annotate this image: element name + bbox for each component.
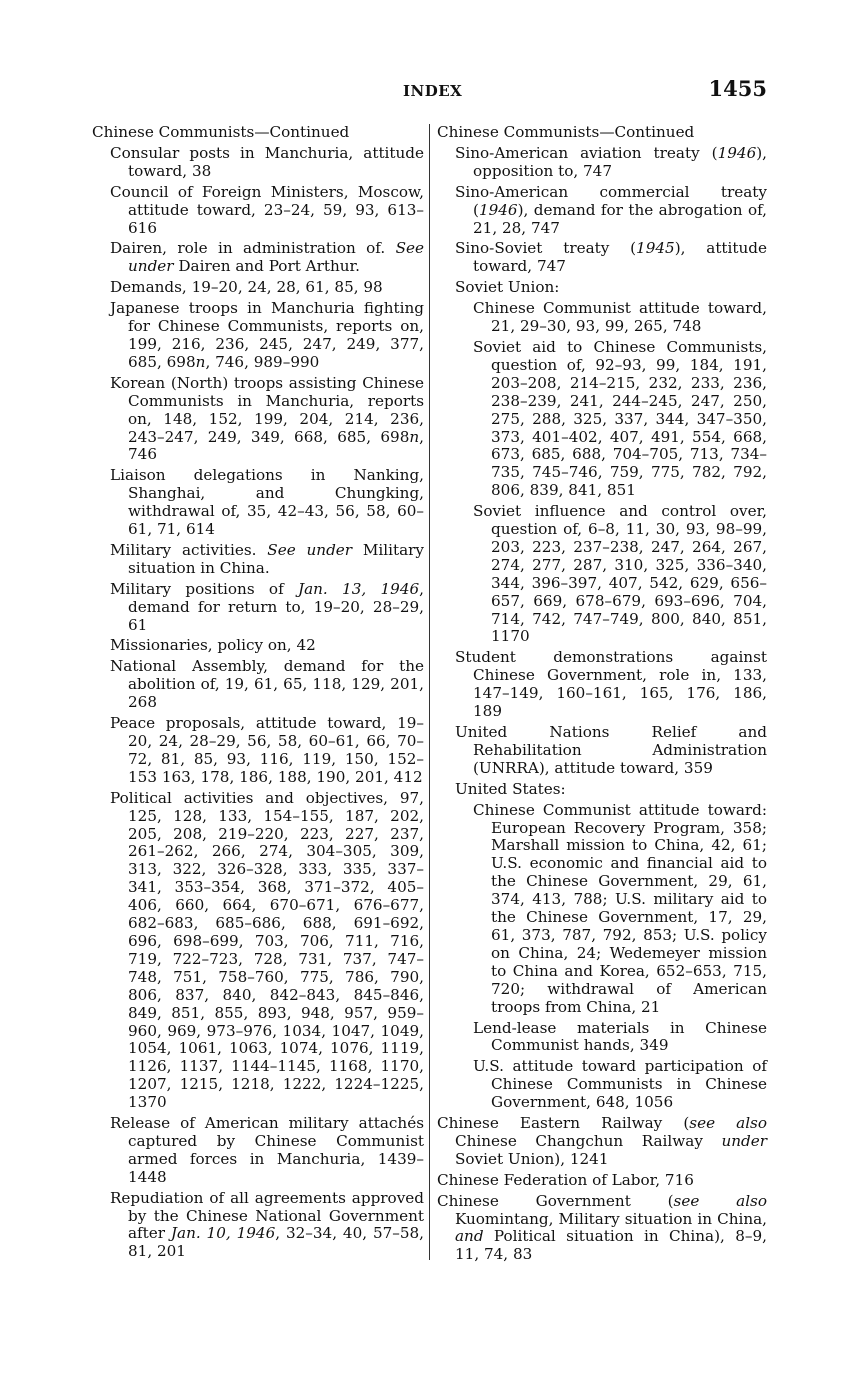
index-text: Soviet aid to Chinese Communists, question of, 92–93, 99, 184, 191, 203–208, 214–215, 232, 233, 236, 238–239, 241, 244–245, 247, 250, 275, 288, 325, 337, 344, 347–350, 373, 401–402, 407, 491, 554, 668, 673, 685, 688, 704–705, 713, 734–735, 745–746, 759, 775, 782, 792, 806, 839, 841, 851 — [473, 337, 767, 500]
index-text: , 746 — [128, 427, 424, 464]
index-text: Lend-lease materials in Chinese Communist hands, 349 — [473, 1018, 767, 1055]
index-subentry — [110, 467, 424, 539]
index-text: Chinese Communist attitude toward: European Recovery Program, 358; Marshall mission to China, 42, 61; U.S. economic and financial aid to the Chinese Government, 29, 61, 374, 413, 788; U.S. military aid to the Chinese Government, 17, 29, 61, 373, 787, 792, 853; U.S. policy on China, 24; Wedemeyer mission to China and Korea, 652–653, 715, 720; withdrawal of American troops from China, 21 — [473, 800, 767, 1016]
index-text: see also — [673, 1191, 767, 1210]
index-text: Jan. 13, 1946 — [298, 579, 420, 598]
index-text: Jan. 10, 1946 — [170, 1224, 276, 1243]
index-text: ), opposition to, 747 — [473, 143, 767, 180]
index-text: Kuomintang, Military situation in China, — [455, 1209, 767, 1228]
index-subentry — [110, 1190, 424, 1262]
index-subentry — [455, 184, 767, 238]
index-subentry — [455, 649, 767, 721]
index-heading — [437, 1193, 767, 1265]
index-text: Political activities and objectives, 97, 125, 128, 133, 154–155, 187, 202, 205, 208, 219–220, 223, 227, 237, 261–262, 266, 274, 304–305, 309, 313, 322, 326–328, 333, 335, 337–341, 353–354, 368, 371–372, 405–406, 660, 664, 670–671, 676–677, 682–683, 685–686, 688, 691–692, 696, 698–699, 703, 706, 711, 716, 719, 722–723, 728, 731, 737, 747–748, 751, 758–760, 775, 786, 790, 806, 837, 840, 842–843, 845–846, 849, 851, 855, 893, 948, 957, 959–960, 969, 973–976, 1034, 1047, 1049, 1054, 1061, 1063, 1074, 1076, 1119, 1126, 1137, 1144–1145, 1168, 1170, 1207, 1215, 1218, 1222, 1224–1225, 1370 — [110, 788, 424, 1112]
index-subentry — [110, 145, 424, 181]
index-subentry — [110, 542, 424, 578]
index-text: Demands, 19–20, 24, 28, 61, 85, 98 — [110, 278, 383, 297]
index-subentry — [110, 790, 424, 1112]
index-text: , 746, 989–990 — [205, 352, 320, 371]
page-number: 1455 — [708, 76, 767, 101]
index-subentry — [110, 1115, 424, 1187]
index-text: Political situation in China), 8–9, 11, 74, 83 — [455, 1227, 767, 1264]
index-heading — [437, 124, 767, 142]
index-subentry — [473, 339, 767, 500]
index-text: See under — [267, 540, 353, 559]
index-text: Dairen, role in administration of. — [110, 239, 396, 258]
index-text: Council of Foreign Ministers, Moscow, attitude toward, 23–24, 59, 93, 613–616 — [110, 182, 424, 237]
page-header — [0, 76, 850, 108]
column-divider — [429, 124, 430, 1260]
index-subentry — [473, 1020, 767, 1056]
index-text: and — [455, 1227, 484, 1246]
index-text: Soviet Union), 1241 — [455, 1149, 609, 1168]
index-text: Release of American military attachés captured by Chinese Communist armed forces in Manchuria, 1439–1448 — [110, 1114, 424, 1186]
index-subentry — [455, 781, 767, 799]
index-column-right — [437, 124, 767, 1267]
index-text: ), attitude toward, 747 — [473, 239, 767, 276]
index-text: Chinese Communists—Continued — [437, 123, 695, 141]
index-text: U.S. attitude toward participation of Chinese Communists in Chinese Government, 648, 1056 — [473, 1057, 767, 1112]
index-column-left — [92, 124, 424, 1264]
index-text: Missionaries, policy on, 42 — [110, 636, 316, 655]
index-subentry — [455, 240, 767, 276]
index-text: Chinese Changchun Railway — [455, 1131, 722, 1150]
index-text: Liaison delegations in Nanking, Shanghai, and Chungking, withdrawal of, 35, 42–43, 56, 58, 60–61, 71, 614 — [110, 466, 424, 539]
index-subentry — [473, 1058, 767, 1112]
index-subentry — [455, 145, 767, 181]
index-text: Sino-Soviet treaty ( — [455, 239, 637, 258]
index-text: , demand for return to, 19–20, 28–29, 61 — [128, 579, 424, 634]
index-text: 1945 — [636, 239, 675, 258]
index-text: Chinese Eastern Railway ( — [437, 1114, 690, 1133]
index-text: 1946 — [717, 143, 757, 162]
index-heading — [92, 124, 424, 142]
index-text: Soviet Union: — [455, 278, 560, 297]
index-subentry — [110, 300, 424, 372]
index-subentry — [455, 279, 767, 297]
index-text: Military positions of — [110, 579, 298, 598]
index-text: Military activities. — [110, 540, 268, 559]
index-subentry — [473, 503, 767, 646]
index-text: see also — [689, 1114, 767, 1133]
index-text: Korean (North) troops assisting Chinese Communists in Manchuria, reports on, 148, 152, 199, 204, 214, 236, 243–247, 249, 349, 668, 685, 698 — [110, 373, 424, 446]
index-subentry — [110, 658, 424, 712]
index-text: United Nations Relief and Rehabilitation Administration (UNRRA), attitude toward, 359 — [455, 723, 767, 777]
index-subentry — [110, 184, 424, 238]
index-text: Peace proposals, attitude toward, 19–20, 24, 28–29, 56, 58, 60–61, 66, 70–72, 81, 85, 93, 116, 119, 150, 152–153 163, 178, 186, 188, 190, 201, 412 — [110, 714, 424, 786]
index-text: See under — [128, 239, 424, 276]
index-text: Sino-American aviation treaty ( — [455, 143, 718, 162]
index-heading — [437, 1115, 767, 1169]
index-text: , 32–34, 40, 57–58, 81, 201 — [128, 1224, 425, 1261]
index-heading — [437, 1172, 767, 1190]
index-subentry — [110, 581, 424, 635]
index-text: Chinese Government ( — [437, 1191, 674, 1210]
index-text: Consular posts in Manchuria, attitude toward, 38 — [110, 143, 424, 180]
index-text: n — [195, 352, 206, 371]
index-text: United States: — [455, 779, 566, 798]
index-text: National Assembly, demand for the abolition of, 19, 61, 65, 118, 129, 201, 268 — [110, 657, 424, 712]
index-text: under — [721, 1131, 767, 1150]
index-text: Chinese Federation of Labor, 716 — [437, 1170, 694, 1189]
index-text: Chinese Communist attitude toward, 21, 29–30, 93, 99, 265, 748 — [473, 299, 767, 336]
index-text: Dairen and Port Arthur. — [173, 257, 360, 276]
index-text: n — [409, 427, 420, 446]
running-head: INDEX — [403, 82, 463, 100]
index-text: Chinese Communists—Continued — [92, 123, 350, 141]
index-text: 1946 — [478, 200, 518, 219]
index-text: Soviet influence and control over, question of, 6–8, 11, 30, 93, 98–99, 203, 223, 237–238, 247, 264, 267, 274, 277, 287, 310, 325, 336–340, 344, 396–397, 407, 542, 629, 656–657, 669, 678–679, 693–696, 704, 714, 742, 747–749, 800, 840, 851, 1170 — [473, 502, 767, 646]
index-subentry — [473, 300, 767, 336]
index-text: Student demonstrations against Chinese Government, role in, 133, 147–149, 160–161, 165, 176, 186, 189 — [455, 648, 767, 721]
index-subentry — [455, 724, 767, 778]
index-subentry — [110, 240, 424, 276]
index-subentry — [110, 715, 424, 787]
index-text: Sino-American commercial treaty ( — [455, 182, 767, 219]
index-text: Military situation in China. — [128, 540, 424, 577]
index-text: ), demand for the abrogation of, 21, 28, 747 — [473, 200, 767, 237]
index-text: Repudiation of all agreements approved by the Chinese National Government after — [110, 1188, 424, 1243]
index-subentry — [110, 637, 424, 655]
index-subentry — [473, 802, 767, 1017]
index-subentry — [110, 375, 424, 465]
index-text: Japanese troops in Manchuria fighting for Chinese Communists, reports on, 199, 216, 236, 245, 247, 249, 377, 685, 698 — [110, 299, 424, 371]
index-subentry — [110, 279, 424, 297]
